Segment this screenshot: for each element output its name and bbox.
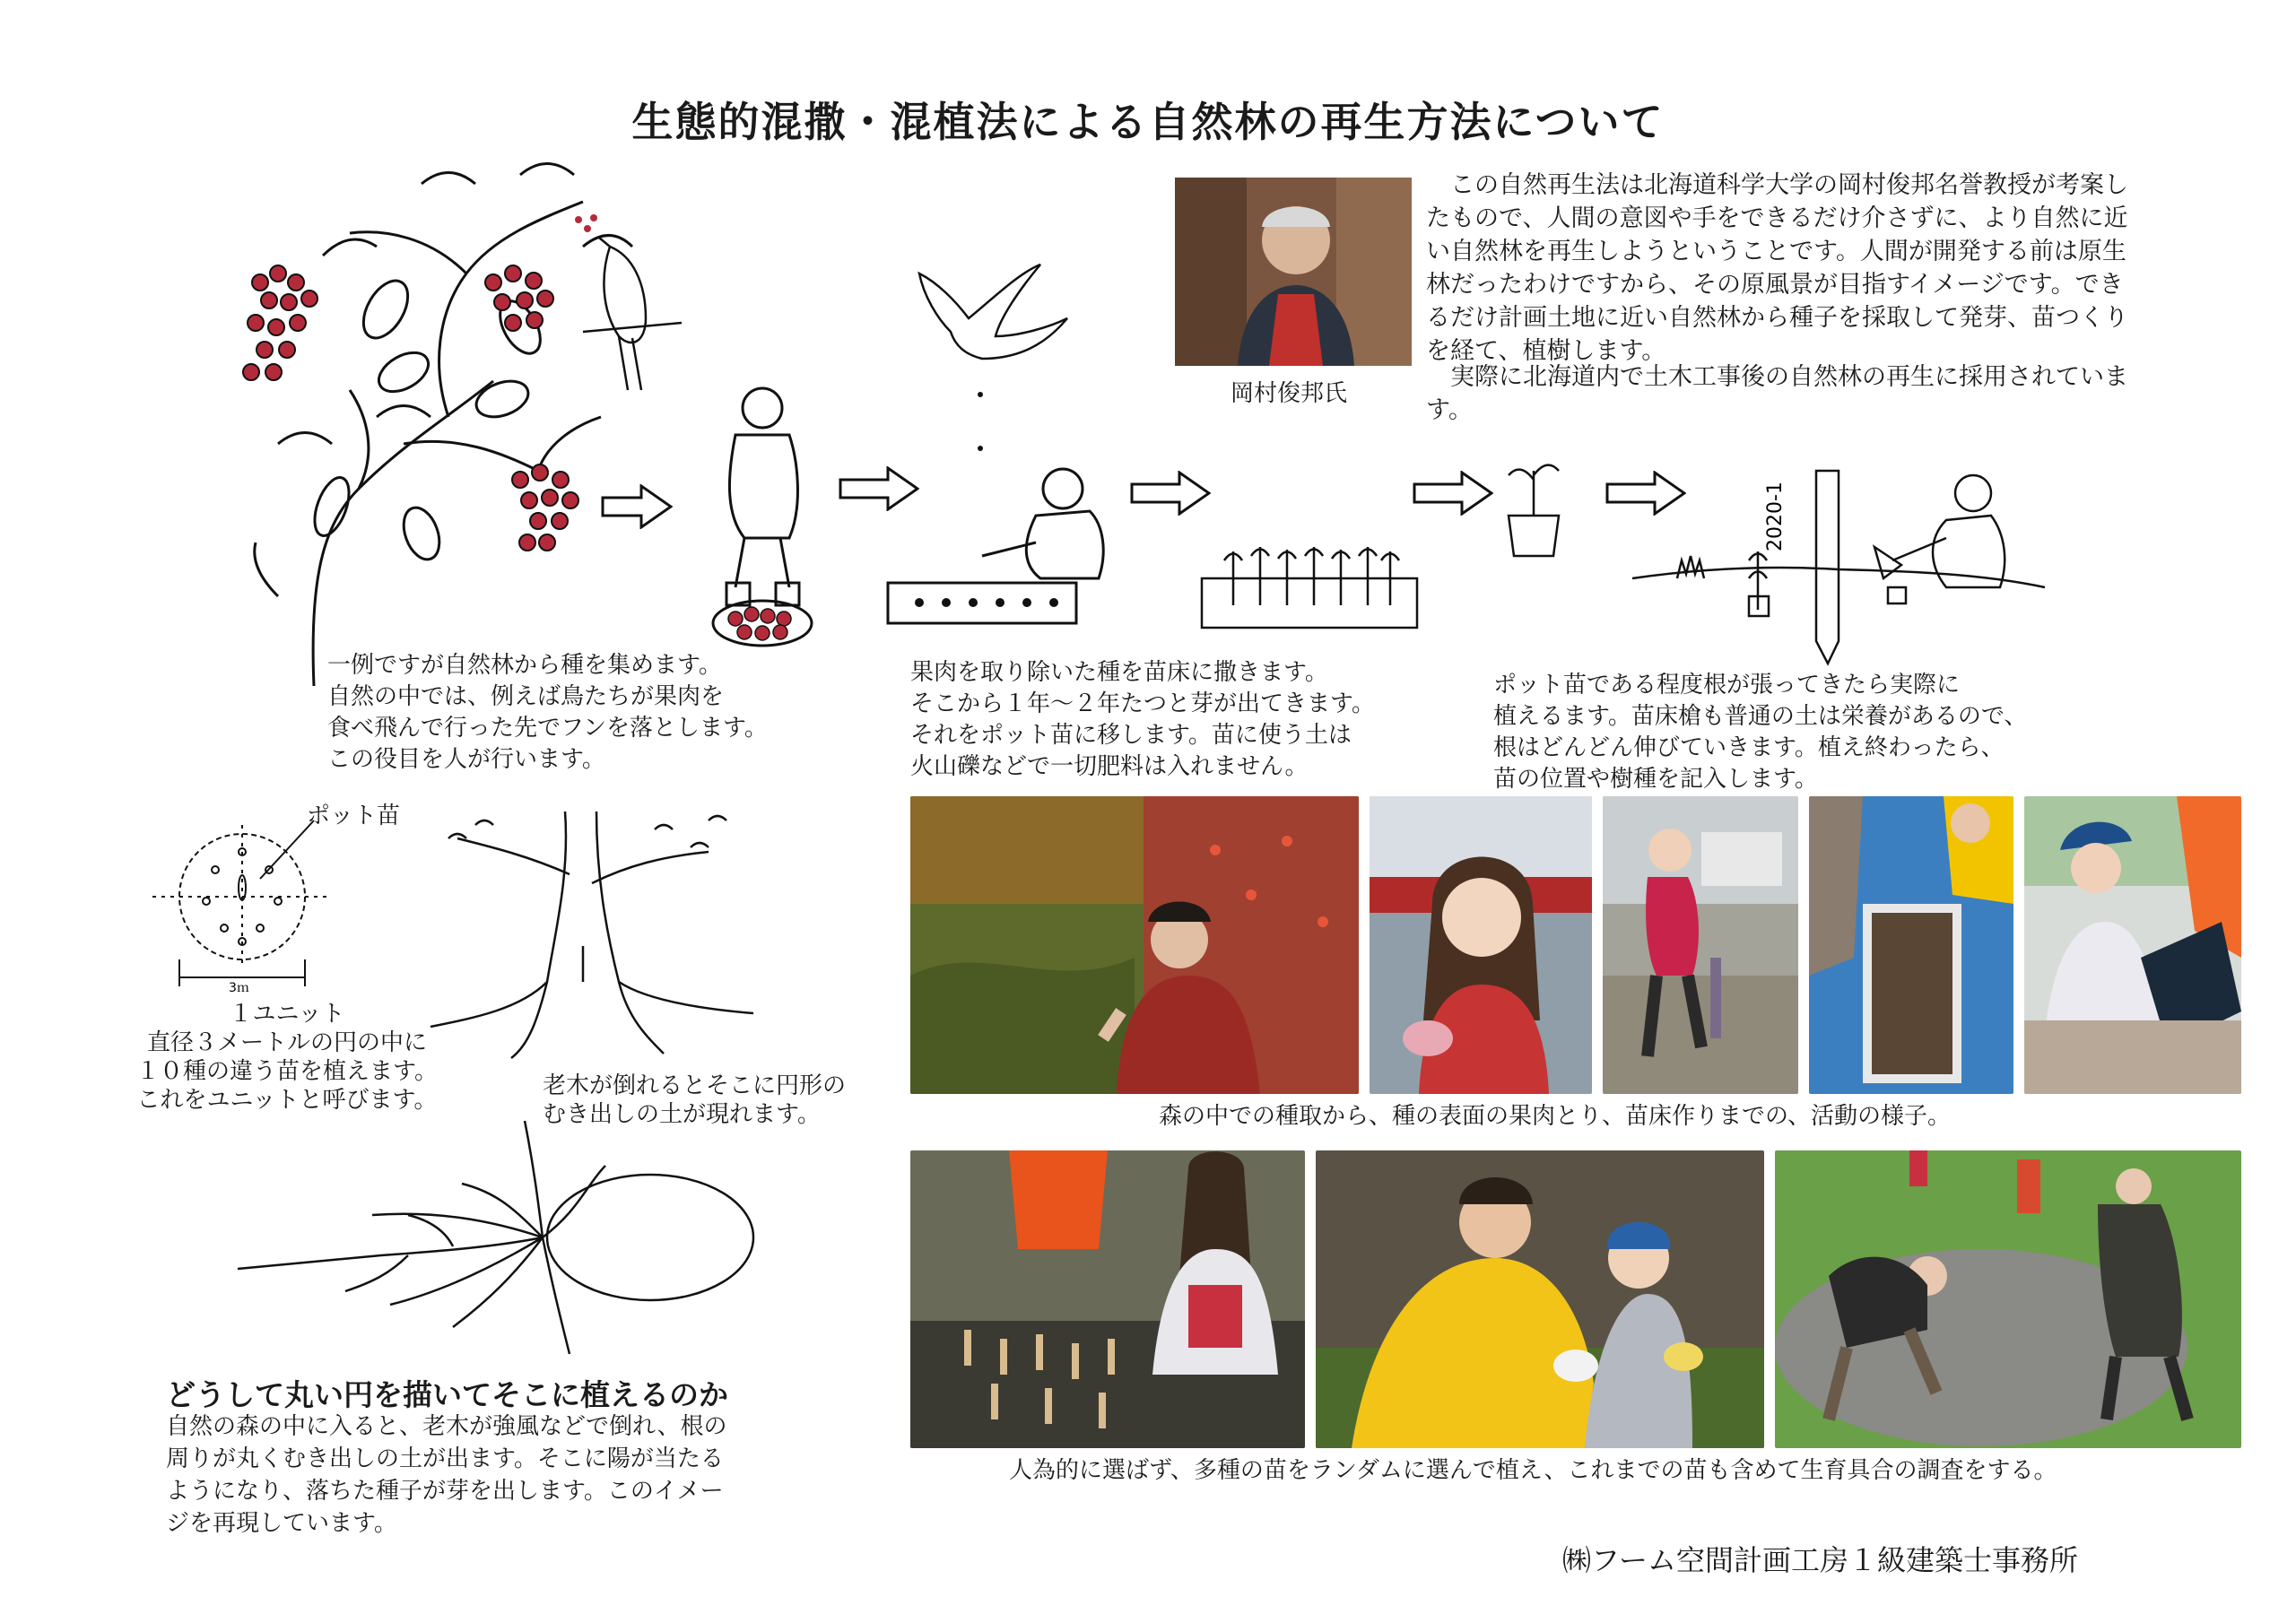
photo-row1-caption: 森の中での種取から、種の表面の果肉とり、苗床作りまでの、活動の様子。 [1159,1103,1951,1130]
planting-stake-sketch [1623,453,2054,668]
photo-seedbed-preparation [1809,796,2013,1094]
photo-growth-survey [1775,1150,2241,1448]
photo-child-with-basket [2024,796,2241,1094]
photo-seedling-labels [910,1150,1305,1448]
uprooted-tree-sketch [229,1112,785,1363]
step2-text: 果肉を取り除いた種を苗床に撒きます。 そこから１年～２年たつと芽が出てきます。 それをポット苗に移します。苗に使う土は 火山礫などで一切肥料は入れません。 [910,659,1375,780]
intro-paragraph-2: 実際に北海道内で土木工事後の自然林の再生に採用されています。 [1426,363,2128,424]
unit-text: １ユニット 直径３メートルの円の中に １０種の違う苗を植えます。 これをユニットと呼びます。 [136,1001,438,1114]
pot-seedling-label: ポット苗 [307,803,401,829]
why-heading: どうして丸い円を描いてそこに植えるのか [166,1377,728,1412]
unit-diagram-label: 3ｍ [229,981,249,995]
fallen-tree-text: 老木が倒れるとそこに円形の むき出しの土が現れます。 [543,1072,847,1128]
page-title: 生態的混撒・混植法による自然林の再生方法について [631,98,1665,146]
seedling-tray-sketch [1197,525,1422,641]
old-tree-sketch [422,803,780,1063]
berry-tree-sketch [224,148,691,686]
pot-seedling-sketch [1498,453,1570,560]
stake-label: 2020-1 [1764,482,1787,551]
seed-collector-sketch [691,381,834,650]
footer-company: ㈱フーム空間計画工房１級建築士事務所 [1562,1543,2079,1577]
photo-forest-seed-collecting [910,796,1359,1094]
photo-girl-holding-seeds [1370,796,1592,1094]
arrow-right-icon [601,484,673,529]
step3-text: ポット苗である程度根が張ってきたら実際に 植えるます。苗床槍も普通の土は栄養があるので、 根はどんどん伸びていきます。植え終わったら、 苗の位置や樹種を記入します。 [1493,672,2028,793]
seedbed-sowing-sketch [883,220,1117,641]
portrait-caption: 岡村俊邦氏 [1231,380,1348,407]
photo-girl-at-parking-lot [1603,796,1798,1094]
step1-text: 一例ですが自然林から種を集めます。 自然の中では、例えば鳥たちが果肉を 食べ飛んで行った先でフンを落とします。 この役目を人が行います。 [327,652,768,773]
photo-planting-together [1316,1150,1764,1448]
why-text: 自然の森の中に入ると、老木が強風などで倒れ、根の 周りが丸くむき出しの土が出ます。そこに陽が当たる ようになり、落ちた種子が芽を出します。このイメー ジを再現しています。 [166,1413,727,1537]
portrait-photo [1175,178,1412,366]
photo-row2-caption: 人為的に選ばず、多種の苗をランダムに選んで植え、これまでの苗も含めて生育具合の調査をする。 [1009,1457,2057,1484]
unit-circle-diagram [144,816,350,995]
arrow-right-icon [1413,471,1493,516]
intro-paragraph-1: この自然再生法は北海道科学大学の岡村俊邦名誉教授が考案したもので、人間の意図や手をできるだけ介さずに、より自然に近い自然林を再生しようということです。人間が開発する前は原生林だったわけですから、その原風景が目指すイメージです。できるだけ計画土地に近い自然林から種子を採取して発芽、苗つくりを経て、植樹します。 [1426,171,2128,365]
arrow-right-icon [1130,471,1211,516]
